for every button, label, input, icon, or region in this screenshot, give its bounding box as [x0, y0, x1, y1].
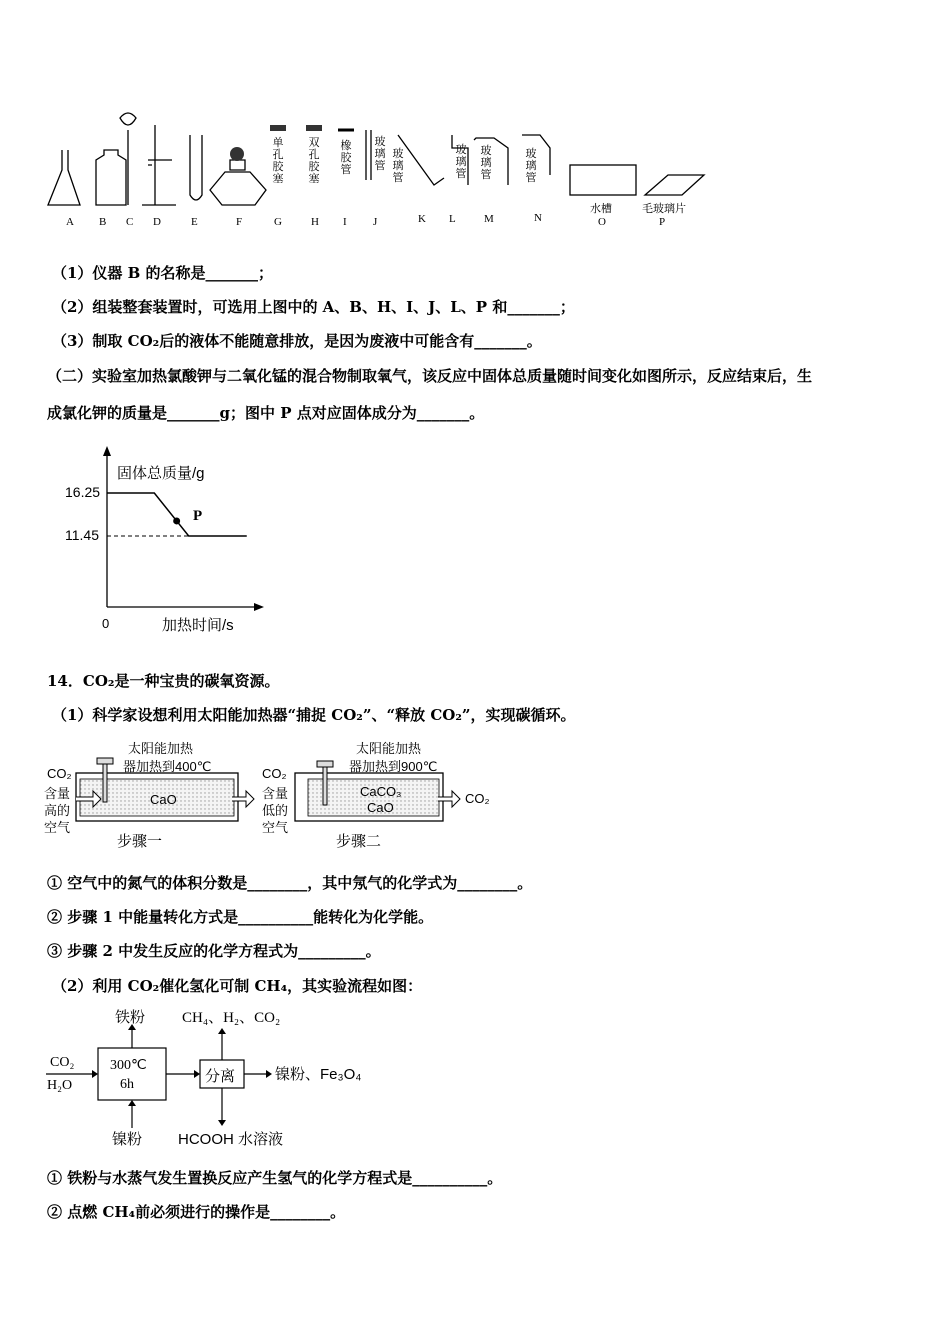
- flow-box2-separate: 分离: [205, 1068, 236, 1085]
- q14-sub1: （1）科学家设想利用太阳能加热器“捕捉 CO₂”、“释放 CO₂”，实现碳循环。: [52, 706, 576, 724]
- label-k: K: [418, 213, 426, 225]
- part2-line1: （二）实验室加热氯酸钾与二氧化锰的混合物制取氧气，该反应中固体总质量随时间变化如图所示，反应结束后，生: [47, 367, 813, 385]
- step1-label: 步骤一: [117, 833, 163, 850]
- flow-box1-temp: 300℃: [110, 1058, 147, 1073]
- step2-heater-line2: 器加热到900℃: [349, 759, 438, 774]
- q14-d1: ① 铁粉与水蒸气发生置换反应产生氢气的化学方程式是__________。: [47, 1169, 503, 1187]
- label-o: O: [598, 216, 606, 228]
- step1-in-4: 空气: [44, 820, 71, 835]
- stopper-double-label: 双孔胶塞: [308, 136, 320, 185]
- step1-heater-line2: 器加热到400℃: [123, 759, 212, 774]
- label-d: D: [153, 216, 161, 228]
- q14-c3: ③ 步骤 2 中发生反应的化学方程式为_________。: [47, 942, 381, 960]
- question-3: （3）制取 CO₂后的液体不能随意排放，是因为废液中可能含有_______。: [52, 332, 542, 350]
- label-m: M: [484, 213, 494, 225]
- origin-label: 0: [102, 616, 110, 631]
- glass-tube-k-label: 玻璃管: [392, 147, 404, 184]
- chart-ylabel: 固体总质量/g: [117, 465, 205, 482]
- flow-hcooh-solution: HCOOH 水溶液: [178, 1131, 284, 1148]
- question-1: （1）仪器 B 的名称是_______；: [52, 264, 274, 282]
- flow-output-solids: 镍粉、Fe₃O₄: [275, 1066, 362, 1083]
- tick-11-45: 11.45: [65, 527, 99, 543]
- point-p-label: P: [193, 508, 203, 524]
- q14-sub2: （2）利用 CO₂催化氢化可制 CH₄，其实验流程如图：: [52, 977, 423, 995]
- flow-nickel-powder: 镍粉: [112, 1131, 143, 1148]
- flow-iron-powder: 铁粉: [115, 1009, 146, 1026]
- q14-c2: ② 步骤 1 中能量转化方式是__________能转化为化学能。: [47, 908, 434, 926]
- step1-in-3: 高的: [44, 803, 71, 818]
- step1-in-2: 含量: [44, 786, 71, 801]
- rubber-tube-label: 橡胶管: [340, 139, 352, 176]
- label-p: P: [659, 216, 666, 228]
- label-i: I: [343, 216, 347, 228]
- label-n: N: [534, 212, 542, 224]
- step2-in-3: 低的: [262, 803, 289, 818]
- q14-c1: ① 空气中的氮气的体积分数是________，其中氖气的化学式为________。: [47, 874, 533, 892]
- label-e: E: [191, 216, 198, 228]
- glass-tube-l-label: 玻璃管: [455, 143, 467, 180]
- flow-box1-time: 6h: [120, 1077, 134, 1092]
- step1-heater-line1: 太阳能加热: [128, 741, 194, 756]
- label-f: F: [236, 216, 243, 228]
- glass-tube-n-label: 玻璃管: [525, 147, 537, 184]
- flow-gas-products: CH₄、H₂、CO₂: [182, 1010, 281, 1026]
- label-c: C: [126, 216, 134, 228]
- glass-tube-m-label: 玻璃管: [480, 144, 492, 181]
- step2-in-4: 空气: [262, 820, 289, 835]
- label-l: L: [449, 213, 456, 225]
- step2-content-2: CaO: [367, 800, 394, 815]
- q14-d2: ② 点燃 CH₄前必须进行的操作是________。: [47, 1203, 346, 1221]
- glass-plate-label: 毛玻璃片: [642, 203, 686, 215]
- flow-input-co2: CO₂: [50, 1055, 75, 1070]
- q14-title: 14．CO₂是一种宝贵的碳氧资源。: [47, 672, 280, 690]
- label-j: J: [373, 216, 378, 228]
- question-2: （2）组装整套装置时，可选用上图中的 A、B、H、I、J、L、P 和_______；: [52, 298, 575, 316]
- step2-label: 步骤二: [336, 833, 382, 850]
- step2-in-2: 含量: [262, 786, 289, 801]
- label-b: B: [99, 216, 107, 228]
- step1-in-1: CO₂: [47, 766, 72, 781]
- glass-tube-j-label: 玻璃管: [374, 135, 386, 172]
- step2-content-1: CaCO₃: [360, 784, 402, 799]
- step1-content: CaO: [150, 792, 177, 807]
- label-h: H: [311, 216, 319, 228]
- part2-line2: 成氯化钾的质量是_______g；图中 P 点对应固体成分为_______。: [47, 404, 485, 422]
- stopper-single-label: 单孔胶塞: [272, 136, 284, 185]
- flow-input-h2o: H₂O: [47, 1078, 73, 1093]
- step2-out: CO₂: [465, 791, 490, 806]
- water-trough-label: 水槽: [590, 203, 612, 215]
- tick-16-25: 16.25: [65, 484, 101, 500]
- step2-in-1: CO₂: [262, 766, 287, 781]
- chart-xlabel: 加热时间/s: [162, 617, 234, 634]
- label-g: G: [274, 216, 282, 228]
- label-a: A: [66, 216, 74, 228]
- step2-heater-line1: 太阳能加热: [356, 741, 422, 756]
